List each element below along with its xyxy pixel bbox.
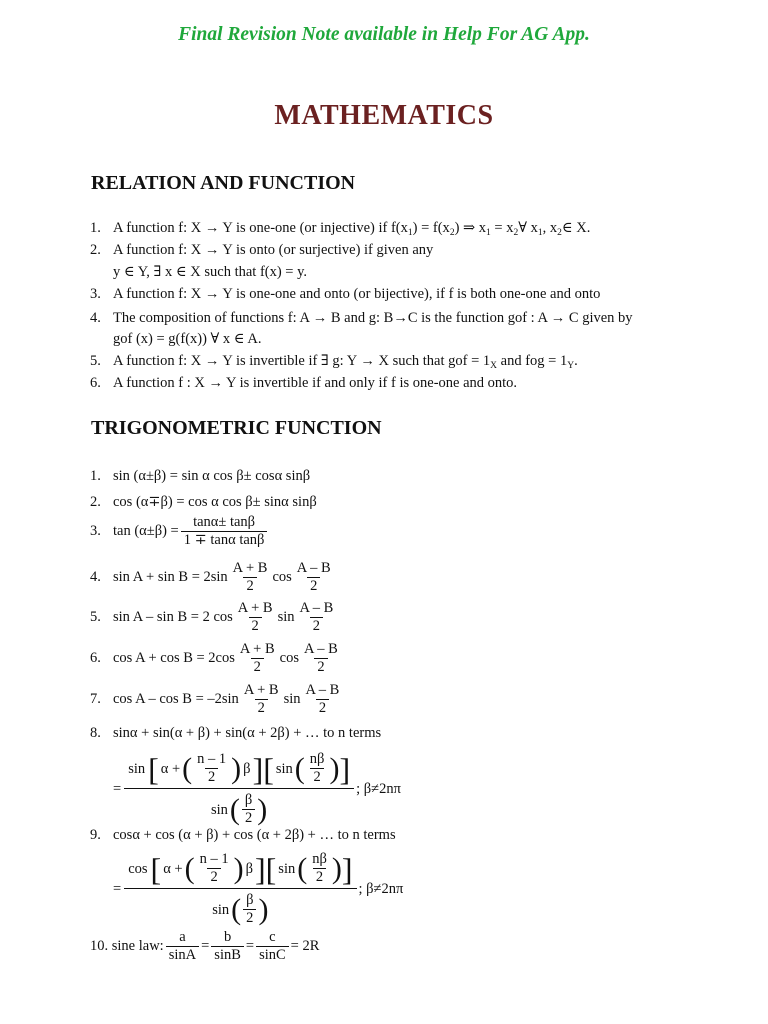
- text: ∀ x: [518, 220, 538, 236]
- text: = x: [490, 220, 514, 236]
- fraction: [230, 561, 271, 594]
- promo-banner: Final Revision Note available in Help For AG App.: [178, 24, 590, 45]
- fraction: [211, 930, 244, 963]
- relation-item-6: [90, 374, 517, 392]
- trig-formula-10: [90, 930, 319, 963]
- item-number: 5.: [90, 353, 101, 369]
- text: sin A + sin B = 2sin: [113, 568, 228, 585]
- fraction: [307, 752, 328, 785]
- subscript: 2: [449, 228, 455, 238]
- denominator: sinA: [166, 946, 199, 963]
- bracket-open: [: [263, 750, 274, 787]
- relation-item-4-cont: gof (x) = g(f(x)) ∀ x ∈ A.: [113, 331, 262, 347]
- paren-open: (: [294, 751, 305, 785]
- text: A function f : X → Y is invertible if and only if f is one-one and onto.: [113, 375, 518, 391]
- fraction: [235, 601, 276, 634]
- section-heading-relation: RELATION AND FUNCTION: [91, 172, 356, 194]
- relation-item-5: [90, 352, 578, 375]
- big-numerator: [124, 852, 356, 888]
- paren-open: (: [297, 851, 308, 885]
- relation-item-2: [90, 241, 433, 259]
- condition: ; β≠2nπ: [356, 781, 401, 797]
- denominator: 2: [205, 768, 218, 785]
- denominator: 2: [207, 868, 220, 885]
- denominator: 1 ∓ tanα tanβ: [181, 531, 268, 548]
- numerator: A – B: [305, 682, 340, 698]
- text: cos: [279, 649, 300, 666]
- text: sinα + sin(α + β) + sin(α + 2β) + … to n terms: [113, 725, 382, 741]
- item-number: 6.: [90, 375, 101, 391]
- text: cos A – cos B = –2sin: [113, 690, 239, 707]
- numerator: n – 1: [197, 751, 227, 767]
- numerator: β: [246, 892, 254, 908]
- big-fraction: [124, 752, 354, 826]
- denominator: 2: [307, 577, 320, 594]
- condition: ; β≠2nπ: [358, 881, 404, 897]
- function-name: sin: [212, 901, 230, 918]
- numerator: tanα± tanβ: [193, 514, 256, 530]
- text: cos: [272, 568, 292, 585]
- text: sin (α±β) = sin α cos β± cosα sinβ: [113, 468, 311, 484]
- numerator: a: [179, 929, 186, 945]
- paren-close: ): [329, 751, 340, 785]
- trig-formula-4: [90, 561, 336, 594]
- text: A function f: X → Y is invertible if ∃ g: Y → X such that gof = 1: [113, 353, 491, 369]
- text: .: [574, 353, 578, 369]
- trig-formula-9-expression: [113, 852, 403, 926]
- trig-formula-3: [90, 515, 269, 548]
- text: , x: [542, 220, 558, 236]
- text: ) ⇒ x: [454, 220, 487, 236]
- bracket-close: ]: [252, 750, 264, 787]
- item-number: 6.: [90, 649, 101, 666]
- item-number: 8.: [90, 725, 101, 741]
- paren-close: ): [258, 892, 269, 926]
- denominator: 2: [242, 809, 255, 826]
- fraction: [256, 930, 289, 963]
- text: α +: [160, 760, 181, 777]
- paren-close: ): [233, 851, 244, 885]
- fraction: [237, 642, 278, 675]
- denominator: 2: [255, 699, 268, 716]
- denominator: 2: [243, 909, 256, 926]
- text: ) = f(x: [412, 220, 450, 236]
- trig-formula-2: [90, 493, 317, 511]
- denominator: 2: [243, 577, 256, 594]
- paren-open: (: [184, 851, 195, 885]
- bracket-open: [: [150, 850, 162, 887]
- denominator: 2: [314, 658, 327, 675]
- numerator: nβ: [312, 851, 327, 867]
- trig-formula-6: [90, 642, 343, 675]
- item-number: 10.: [90, 937, 109, 954]
- numerator: β: [244, 792, 253, 808]
- numerator: A – B: [304, 641, 338, 657]
- text: The composition of functions f: A → B and g: B→C is the function gof : A → C given by: [113, 310, 633, 326]
- relation-item-1: [90, 219, 590, 242]
- item-number: 4.: [90, 568, 101, 585]
- denominator: 2: [251, 658, 264, 675]
- trig-formula-7: [90, 683, 344, 716]
- page-title: MATHEMATICS: [274, 100, 494, 131]
- fraction: [303, 683, 343, 716]
- text: sin: [283, 690, 301, 707]
- relation-item-2-cont: y ∈ Y, ∃ x ∈ X such that f(x) = y.: [113, 264, 308, 280]
- item-number: 4.: [90, 310, 101, 326]
- paren-close: ): [257, 792, 268, 826]
- subscript: 1: [486, 228, 491, 238]
- paren-close: ): [331, 851, 342, 885]
- big-numerator: [124, 752, 354, 788]
- trig-formula-5: [90, 601, 338, 634]
- fraction: [296, 601, 336, 634]
- text: α +: [163, 860, 183, 877]
- fraction: [194, 752, 229, 785]
- big-denominator: [124, 788, 354, 826]
- function-name: sin: [128, 760, 146, 777]
- item-number: 5.: [90, 608, 101, 625]
- numerator: A + B: [232, 560, 268, 576]
- trig-formula-8: [90, 724, 381, 742]
- paren-open: (: [229, 792, 240, 826]
- text: ∈ X.: [561, 220, 591, 236]
- text: β: [245, 860, 253, 877]
- text: sin A – sin B = 2 cos: [113, 608, 233, 625]
- fraction: [242, 793, 255, 826]
- trig-formula-8-expression: [113, 752, 401, 826]
- text: = 2R: [290, 937, 320, 954]
- item-number: 3.: [90, 286, 101, 302]
- fraction: [181, 515, 268, 548]
- fraction: [243, 893, 256, 926]
- text: sine law:: [111, 937, 164, 954]
- numerator: A – B: [296, 560, 331, 576]
- numerator: A + B: [237, 600, 273, 616]
- text: A function f: X → Y is onto (or surjective) if given any: [113, 242, 434, 258]
- paren-open: (: [231, 892, 242, 926]
- function-name: cos: [128, 860, 148, 877]
- item-number: 7.: [90, 690, 101, 707]
- subscript: Y: [567, 361, 575, 371]
- numerator: n – 1: [199, 851, 229, 867]
- equals-sign: =: [113, 781, 122, 797]
- fraction: [301, 642, 341, 675]
- bracket-open: [: [265, 850, 277, 887]
- item-number: 2.: [90, 494, 101, 510]
- equals-sign: =: [245, 937, 255, 954]
- item-number: 1.: [90, 468, 101, 484]
- text: and fog = 1: [497, 353, 568, 369]
- subscript: X: [490, 361, 498, 371]
- denominator: 2: [249, 617, 262, 634]
- text: A function f: X → Y is one-one (or injective) if f(x: [113, 220, 408, 236]
- subscript: 1: [407, 228, 413, 238]
- denominator: sinB: [211, 946, 244, 963]
- denominator: sinC: [256, 946, 289, 963]
- subscript: 2: [557, 228, 562, 238]
- item-number: 2.: [90, 242, 101, 258]
- big-denominator: [124, 888, 356, 926]
- subscript: 2: [513, 228, 519, 238]
- item-number: 9.: [90, 827, 101, 843]
- paren-open: (: [182, 751, 193, 785]
- text: cosα + cos (α + β) + cos (α + 2β) + … to n terms: [113, 827, 396, 843]
- numerator: b: [223, 929, 232, 945]
- text: A function f: X → Y is one-one and onto (or bijective), if f is both one-one and onto: [113, 286, 601, 302]
- function-name: sin: [278, 860, 296, 877]
- bracket-close: ]: [254, 850, 266, 887]
- bracket-close: ]: [339, 750, 351, 787]
- bracket-close: ]: [341, 850, 353, 887]
- equals-sign: =: [113, 881, 122, 897]
- fraction: [197, 852, 232, 885]
- denominator: 2: [310, 617, 323, 634]
- section-heading-trig: TRIGONOMETRIC FUNCTION: [91, 417, 382, 439]
- relation-item-4: [90, 309, 633, 327]
- numerator: c: [269, 929, 276, 945]
- fraction: [241, 683, 282, 716]
- text: β: [243, 760, 251, 777]
- function-name: sin: [210, 801, 228, 818]
- fraction: [294, 561, 334, 594]
- subscript: 1: [537, 228, 543, 238]
- denominator: 2: [316, 699, 329, 716]
- numerator: A + B: [243, 682, 279, 698]
- fraction: [309, 852, 330, 885]
- text: tan (α±β) =: [113, 522, 179, 539]
- trig-formula-1: [90, 467, 310, 485]
- bracket-open: [: [148, 750, 159, 787]
- text: sin: [277, 608, 295, 625]
- big-fraction: [124, 852, 356, 926]
- text: cos (α∓β) = cos α cos β± sinα sinβ: [113, 494, 317, 510]
- text: cos A + cos B = 2cos: [113, 649, 235, 666]
- item-number: 1.: [90, 220, 101, 236]
- relation-item-3: [90, 285, 600, 303]
- denominator: 2: [310, 768, 323, 785]
- numerator: A + B: [239, 641, 275, 657]
- item-number: 3.: [90, 522, 101, 539]
- trig-formula-9: [90, 826, 396, 844]
- numerator: A – B: [299, 600, 334, 616]
- denominator: 2: [313, 868, 326, 885]
- equals-sign: =: [201, 937, 210, 954]
- numerator: nβ: [309, 751, 325, 767]
- paren-close: ): [231, 751, 242, 785]
- function-name: sin: [275, 760, 293, 777]
- fraction: [166, 930, 199, 963]
